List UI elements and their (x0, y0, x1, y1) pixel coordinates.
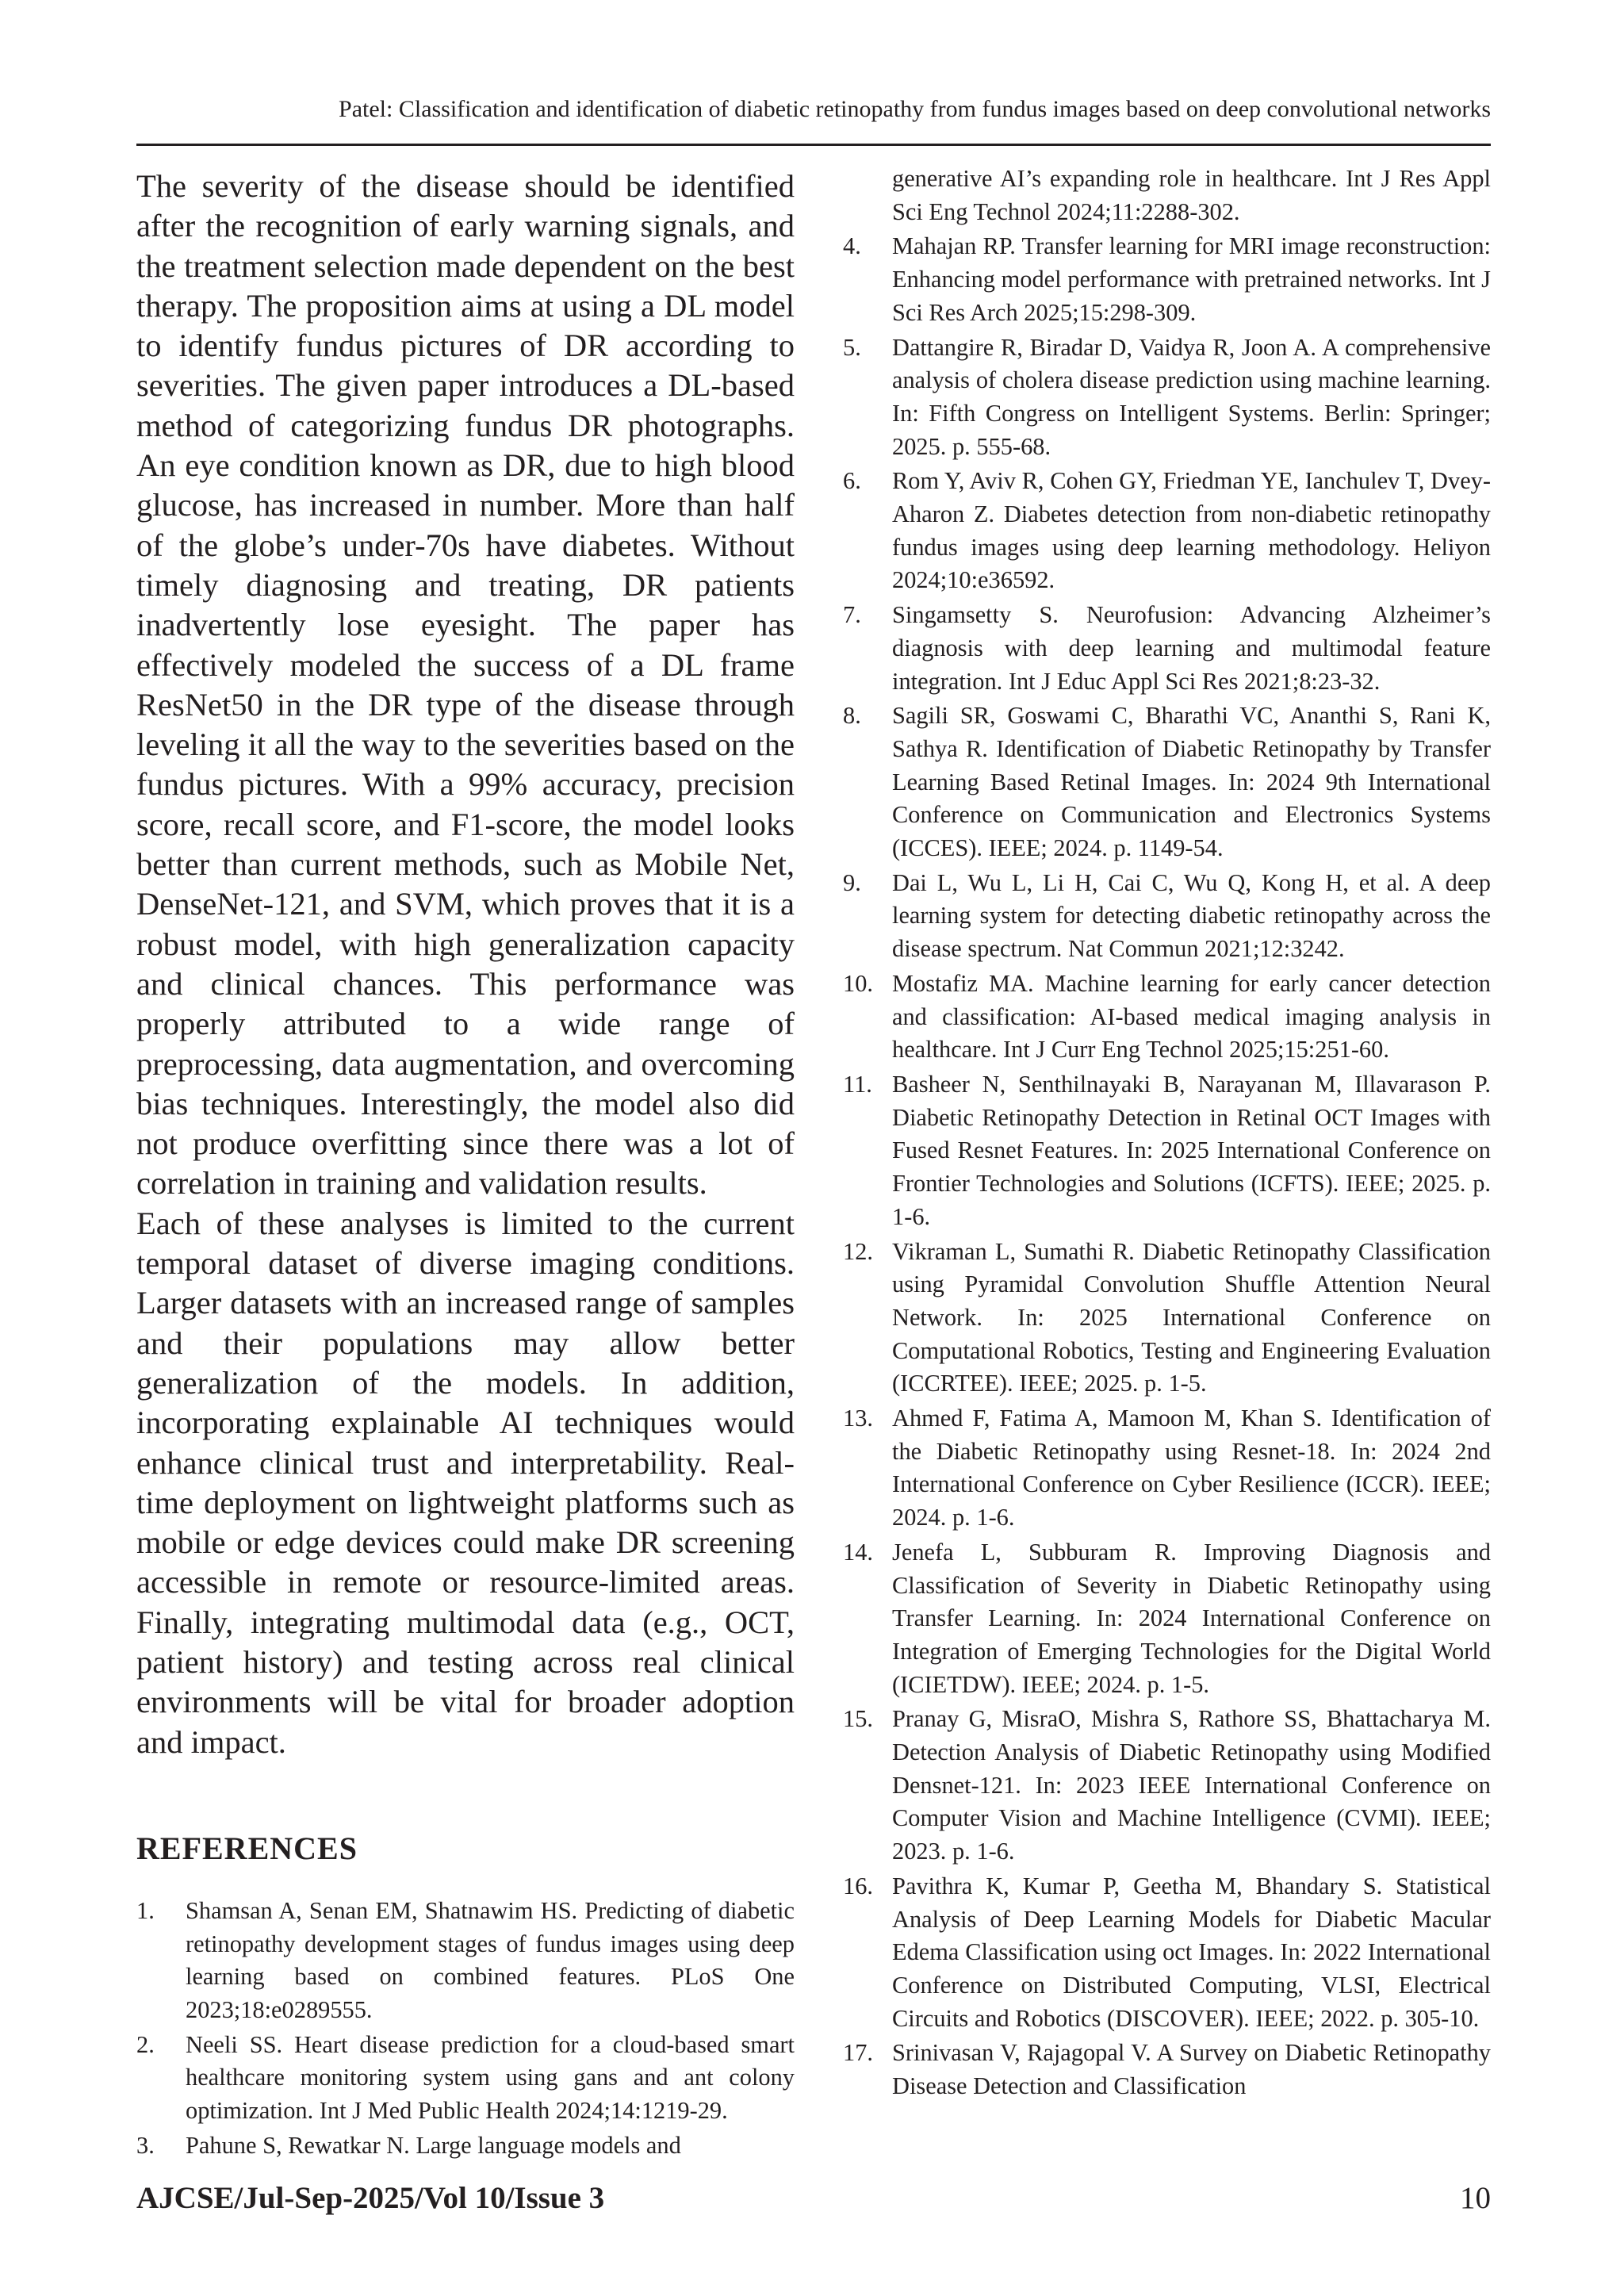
body-paragraph: Each of these analyses is limited to the current temporal dataset of diverse imaging conditions. Larger datasets with an increased range of samples and their populations may allow better generalization of the models. In addition, incorporating explainable AI techniques would enhance clinical trust and interpretability. Real-time deployment on lightweight platforms such as mobile or edge devices could make DR screening accessible in remote or resource-limited areas. Finally, integrating multimodal data (e.g., OCT, patient history) and testing across real clinical environments will be vital for broader adoption and impact. (136, 1205, 795, 1760)
reference-item (843, 1402, 1491, 1535)
reference-text: Singamsetty S. Neurofusion: Advancing Alzheimer’s diagnosis with deep learning and multimodal feature integration. Int J Educ Appl Sci Res 2021;8:23-32. (892, 601, 1491, 695)
reference-text: Basheer N, Senthilnayaki B, Narayanan M, Illavarason P. Diabetic Retinopathy Detection in Retinal OCT Images with Fused Resnet Features. In: 2025 International Conference on Frontier Technologies and Solutions (ICFTS). IEEE; 2025. p. 1-6. (892, 1070, 1491, 1230)
reference-text: Pahune S, Rewatkar N. Large language models and (186, 2131, 681, 2159)
reference-item (136, 2029, 795, 2128)
reference-number: 8. (843, 702, 861, 730)
reference-item (843, 867, 1491, 966)
reference-text: Neeli SS. Heart disease prediction for a cloud-based smart healthcare monitoring system using gans and ant colony optimization. Int J Med Public Health 2024;14:1219-29. (186, 2030, 795, 2125)
reference-number: 1. (136, 1896, 155, 1924)
references-heading: REFERENCES (136, 1830, 358, 1866)
page-number: 10 (1460, 2181, 1491, 2215)
reference-text: Shamsan A, Senan EM, Shatnawim HS. Predicting of diabetic retinopathy development stages of fundus images using deep learning based on combined features. PLoS One 2023;18:e0289555. (186, 1896, 795, 2023)
reference-text: Srinivasan V, Rajagopal V. A Survey on Diabetic Retinopathy Disease Detection and Classification (892, 2039, 1491, 2100)
reference-text: Mostafiz MA. Machine learning for early cancer detection and classification: AI-based medical imaging analysis in healthcare. Int J Curr Eng Technol 2025;15:251-60. (892, 969, 1491, 1064)
reference-text: Ahmed F, Fatima A, Mamoon M, Khan S. Identification of the Diabetic Retinopathy using Resnet-18. In: 2024 2nd International Conference on Cyber Resilience (ICCR). IEEE; 2024. p. 1-6. (892, 1405, 1491, 1531)
reference-number: 12. (843, 1237, 873, 1265)
reference-number: 17. (843, 2039, 873, 2067)
footer-journal: AJCSE/Jul-Sep-2025/Vol 10/Issue 3 (136, 2181, 605, 2215)
reference-item (843, 1068, 1491, 1234)
reference-item (843, 465, 1491, 597)
reference-number: 14. (843, 1538, 873, 1566)
reference-list-left (136, 1895, 795, 2163)
reference-item (843, 968, 1491, 1067)
reference-number: 3. (136, 2131, 155, 2159)
running-head: Patel: Classification and identification of diabetic retinopathy from fundus images based on deep convolutional networks (339, 96, 1491, 122)
reference-number: 9. (843, 868, 861, 896)
reference-continuation: generative AI’s expanding role in healthcare. Int J Res Appl Sci Eng Technol 2024;11:2288-302. (892, 165, 1491, 225)
reference-number: 11. (843, 1070, 872, 1098)
reference-number: 13. (843, 1405, 873, 1432)
reference-text: Vikraman L, Sumathi R. Diabetic Retinopathy Classification using Pyramidal Convolution Shuffle Attention Neural Network. In: 2025 International Conference on Computational Robotics, Testing and Engineering Evaluation (ICCRTEE). IEEE; 2025. p. 1-5. (892, 1237, 1491, 1397)
reference-item (843, 599, 1491, 698)
reference-number: 2. (136, 2030, 155, 2058)
reference-number: 4. (843, 232, 861, 260)
reference-item (843, 1236, 1491, 1401)
reference-number: 15. (843, 1705, 873, 1733)
reference-list-right (843, 230, 1491, 2102)
right-column (843, 163, 1491, 2105)
reference-number: 16. (843, 1872, 873, 1899)
reference-item (136, 2129, 795, 2163)
reference-item (843, 2037, 1491, 2102)
reference-text: Pavithra K, Kumar P, Geetha M, Bhandary S. Statistical Analysis of Deep Learning Models for Diabetic Macular Edema Classification using oct Images. In: 2022 International Conference on Distributed Computing, VLSI, Electrical Circuits and Robotics (DISCOVER). IEEE; 2022. p. 305-10. (892, 1872, 1491, 2032)
reference-number: 10. (843, 969, 873, 997)
reference-text: Jenefa L, Subburam R. Improving Diagnosis and Classification of Severity in Diabetic Retinopathy using Transfer Learning. In: 2024 International Conference on Integration of Emerging Technologies for the Digital World (ICIETDW). IEEE; 2024. p. 1-5. (892, 1538, 1491, 1698)
reference-item (136, 1895, 795, 2027)
reference-text: Dai L, Wu L, Li H, Cai C, Wu Q, Kong H, et al. A deep learning system for detecting diabetic retinopathy across the disease spectrum. Nat Commun 2021;12:3242. (892, 868, 1491, 963)
reference-number: 5. (843, 333, 861, 361)
reference-text: Pranay G, MisraO, Mishra S, Rathore SS, Bhattacharya M. Detection Analysis of Diabetic Retinopathy using Modified Densnet-121. In: 2023 IEEE International Conference on Computer Vision and Machine Intelligence (CVMI). IEEE; 2023. p. 1-6. (892, 1705, 1491, 1865)
reference-item (843, 332, 1491, 464)
reference-item (843, 1536, 1491, 1702)
reference-number: 6. (843, 467, 861, 495)
reference-number: 7. (843, 601, 861, 629)
reference-text: Dattangire R, Biradar D, Vaidya R, Joon A. A comprehensive analysis of cholera disease prediction using machine learning. In: Fifth Congress on Intelligent Systems. Berlin: Springer; 2025. p. 555-68. (892, 333, 1491, 460)
header-rule (136, 144, 1491, 146)
reference-item (843, 700, 1491, 865)
reference-text: Mahajan RP. Transfer learning for MRI image reconstruction: Enhancing model performance with pretrained networks. Int J Sci Res Arch 2025;15:298-309. (892, 232, 1491, 326)
body-paragraph: The severity of the disease should be identified after the recognition of early warning signals, and the treatment selection made dependent on the best therapy. The proposition aims at using a DL model to identify fundus pictures of DR according to severities. The given paper introduces a DL-based method of categorizing fundus DR photographs. An eye condition known as DR, due to high blood glucose, has increased in number. More than half of the globe’s under-70s have diabetes. Without timely diagnosing and treating, DR patients inadvertently lose eyesight. The paper has effectively modeled the success of a DL frame ResNet50 in the DR type of the disease through leveling it all the way to the severities based on the fundus pictures. With a 99% accuracy, precision score, recall score, and F1-score, the model looks better than current methods, such as Mobile Net, DenseNet-121, and SVM, which proves that it is a robust model, with high generalization capacity and clinical chances. This performance was properly attributed to a wide range of preprocessing, data augmentation, and overcoming bias techniques. Interestingly, the model also did not produce overfitting since there was a lot of correlation in training and validation results. (136, 168, 795, 1202)
reference-item (843, 1870, 1491, 2036)
reference-text: Rom Y, Aviv R, Cohen GY, Friedman YE, Ianchulev T, Dvey-Aharon Z. Diabetes detection from non-diabetic retinopathy fundus images using deep learning methodology. Heliyon 2024;10:e36592. (892, 467, 1491, 594)
reference-item (843, 1703, 1491, 1869)
reference-text: Sagili SR, Goswami C, Bharathi VC, Ananthi S, Rani K, Sathya R. Identification of Diabetic Retinopathy by Transfer Learning Based Retinal Images. In: 2024 9th International Conference on Communication and Electronics Systems (ICCES). IEEE; 2024. p. 1149-54. (892, 702, 1491, 862)
left-column (136, 167, 795, 2164)
reference-item (843, 230, 1491, 329)
